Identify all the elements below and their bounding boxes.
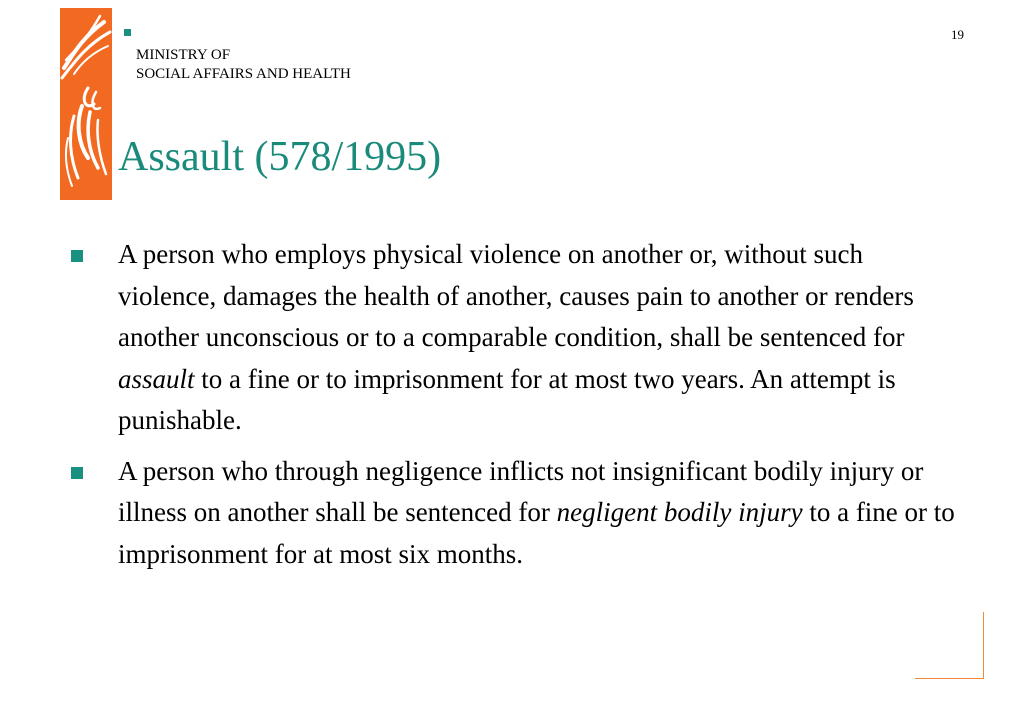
corner-decoration-horizontal bbox=[915, 678, 984, 679]
bullet-text: to a fine or to imprisonment for at most six months. bbox=[118, 497, 955, 569]
bullet-text: A person who employs physical violence on another or, without such violence, damages the health of another, causes pain to another or renders another unconscious or to a comparable condition, shall be sentenced for bbox=[118, 239, 914, 352]
stylized-human-figures-icon bbox=[60, 8, 112, 200]
square-bullet-icon bbox=[71, 467, 83, 479]
ministry-line-1: MINISTRY OF bbox=[136, 47, 231, 63]
square-bullet-icon bbox=[71, 250, 83, 262]
page-number: 19 bbox=[951, 27, 964, 42]
ministry-logo bbox=[60, 8, 112, 200]
bullet-list bbox=[70, 234, 960, 584]
slide-title: Assault (578/1995) bbox=[118, 134, 442, 180]
bullet-emphasis: negligent bodily injury bbox=[556, 497, 803, 527]
ministry-line-2: SOCIAL AFFAIRS AND HEALTH bbox=[136, 66, 351, 82]
ministry-name bbox=[136, 46, 351, 84]
bullet-item-assault bbox=[70, 234, 960, 442]
bullet-text: to a fine or to imprisonment for at most two years. An attempt is punishable. bbox=[118, 363, 896, 435]
bullet-item-negligent-injury bbox=[70, 451, 960, 576]
corner-decoration-vertical bbox=[983, 612, 984, 678]
bullet-emphasis: assault bbox=[118, 363, 195, 394]
header-bullet-icon bbox=[124, 29, 131, 36]
bullet-text: A person who through negligence inflicts not insignificant bodily injury or illness on another shall be sentenced for bbox=[118, 455, 924, 527]
